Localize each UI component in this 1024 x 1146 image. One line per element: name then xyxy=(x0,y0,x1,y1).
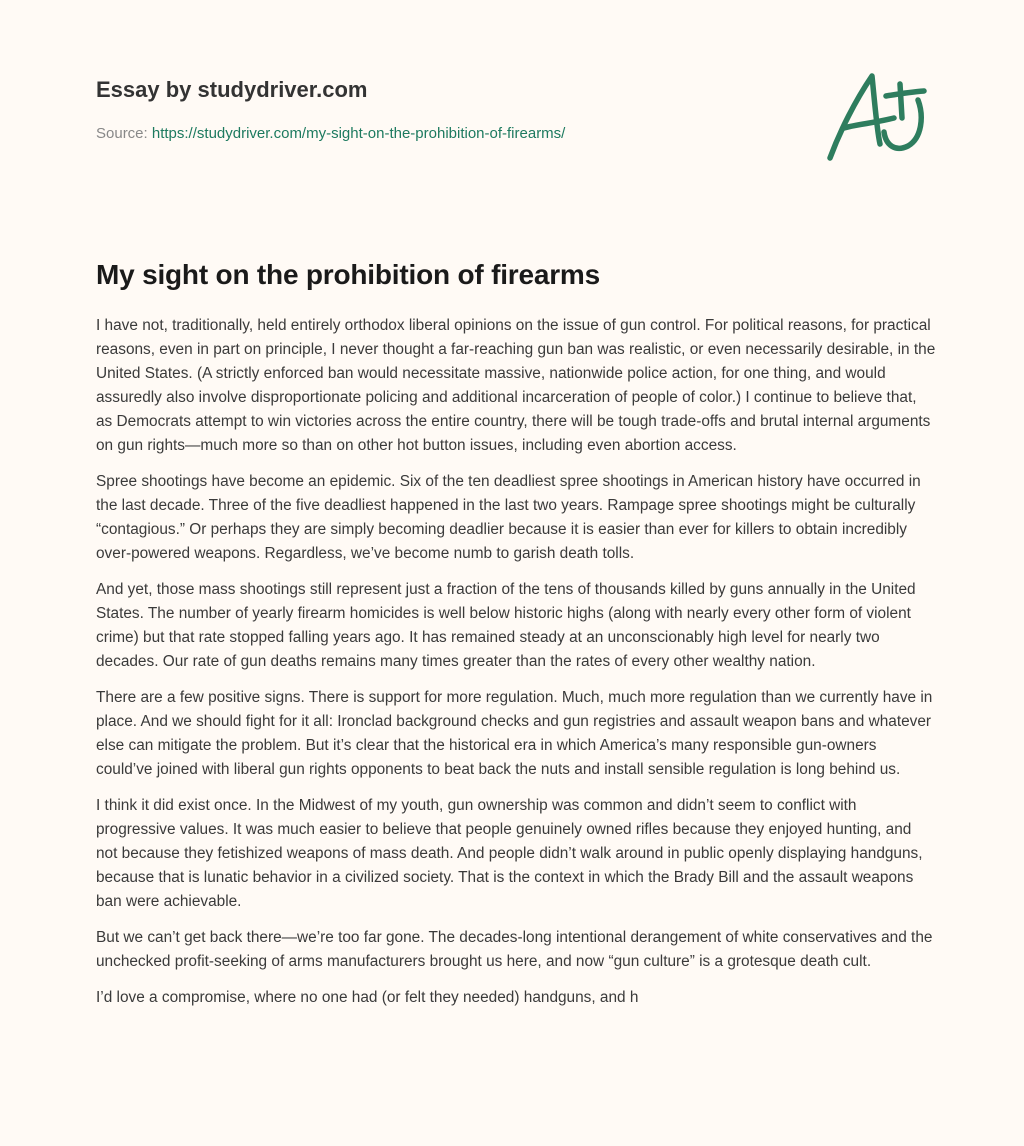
paragraph: But we can’t get back there—we’re too far gone. The decades-long intentional derangement of white conservatives and the unchecked profit-seeking of arms manufacturers brought us here, and now “gun culture” is a grotesque death cult. xyxy=(96,929,933,970)
source-link[interactable]: https://studydriver.com/my-sight-on-the-prohibition-of-firearms/ xyxy=(151,125,566,142)
source-line xyxy=(96,124,796,144)
source-label: Source: xyxy=(96,125,148,142)
a-plus-grade-icon xyxy=(820,66,930,166)
paragraph: And yet, those mass shootings still represent just a fraction of the tens of thousands killed by guns annually in the United States. The number of yearly firearm homicides is well below historic highs (along with nearly every other form of violent crime) but that rate stopped falling years ago. It has remained steady at an unconscionably high level for nearly two decades. Our rate of gun deaths remains many times greater than the rates of every other wealthy nation. xyxy=(96,581,916,670)
paragraph: I’d love a compromise, where no one had (or felt they needed) handguns, and h xyxy=(96,989,639,1006)
article-body xyxy=(96,314,936,1022)
paragraph: There are a few positive signs. There is support for more regulation. Much, much more regulation than we currently have in place. And we should fight for it all: Ironclad background checks and gun registries and assault weapon bans and whatever else can mitigate the problem. But it’s clear that the historical era in which America’s many responsible gun-owners could’ve joined with liberal gun rights opponents to beat back the nuts and install sensible regulation is long behind us. xyxy=(96,689,933,778)
article-title: My sight on the prohibition of firearms xyxy=(96,259,600,290)
paragraph: I have not, traditionally, held entirely orthodox liberal opinions on the issue of gun control. For political reasons, for practical reasons, even in part on principle, I never thought a far-reaching gun ban was realistic, or even necessarily desirable, in the United States. (A strictly enforced ban would necessitate massive, nationwide police action, for one thing, and would assuredly also involve disproportionate policing and additional incarceration of people of color.) I continue to believe that, as Democrats attempt to win victories across the entire country, there will be tough trade-offs and brutal internal arguments on gun rights—much more so than on other hot button issues, including even abortion access. xyxy=(96,317,936,454)
paragraph: I think it did exist once. In the Midwest of my youth, gun ownership was common and didn’t seem to conflict with progressive values. It was much easier to believe that people genuinely owned rifles because they enjoyed hunting, and not because they fetishized weapons of mass death. And people didn’t walk around in public openly displaying handguns, because that is lunatic behavior in a civilized society. That is the context in which the Brady Bill and the assault weapons ban were achievable. xyxy=(96,797,923,910)
paragraph: Spree shootings have become an epidemic. Six of the ten deadliest spree shootings in American history have occurred in the last decade. Three of the five deadliest happened in the last two years. Rampage spree shootings might be culturally “contagious.” Or perhaps they are simply becoming deadlier because it is easier than ever for killers to obtain incredibly over-powered weapons. Regardless, we’ve become numb to garish death tolls. xyxy=(96,473,921,562)
page-header xyxy=(96,76,796,144)
brand-title: Essay by studydriver.com xyxy=(96,77,368,102)
